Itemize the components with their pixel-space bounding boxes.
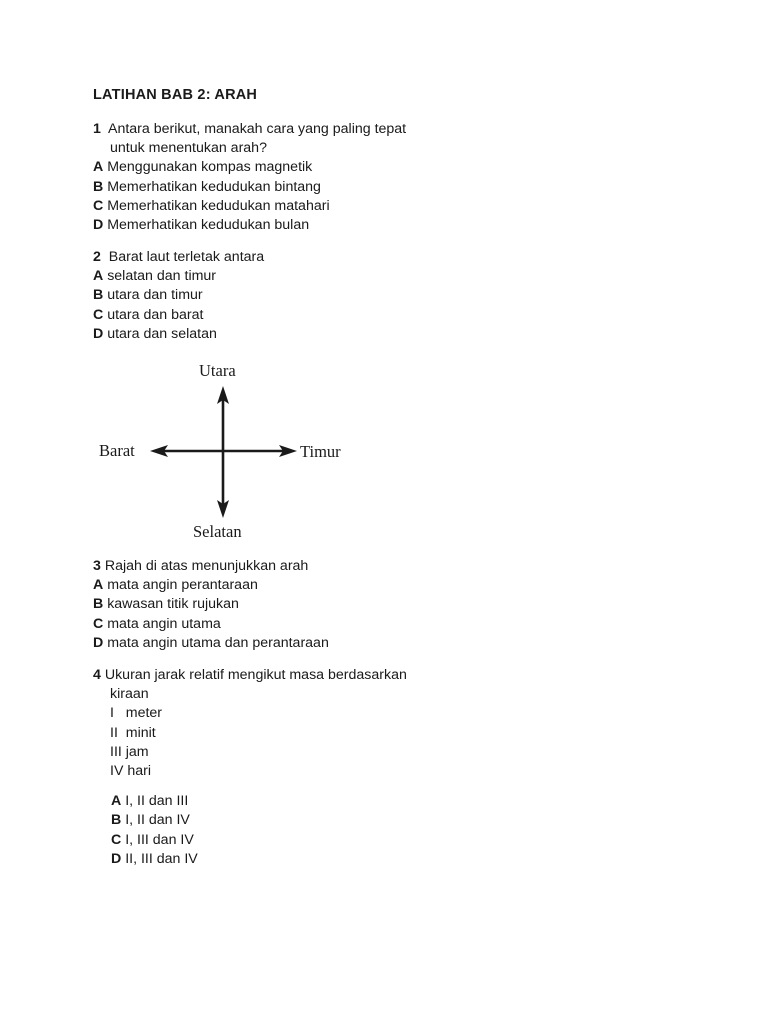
roman-item: I meter bbox=[110, 705, 163, 722]
option-c bbox=[93, 306, 264, 325]
north-label: Utara bbox=[199, 361, 236, 380]
option-d bbox=[93, 850, 407, 869]
option-letter: B bbox=[93, 596, 104, 613]
option-text: Menggunakan kompas magnetik bbox=[107, 159, 313, 176]
option-text: selatan dan timur bbox=[107, 268, 217, 285]
east-label: Timur bbox=[300, 442, 341, 461]
question-number: 3 bbox=[93, 558, 101, 574]
option-a bbox=[93, 576, 329, 595]
compass-diagram bbox=[90, 358, 370, 548]
option-letter: C bbox=[93, 615, 104, 632]
question-1 bbox=[93, 120, 406, 235]
option-letter: D bbox=[93, 325, 104, 342]
question-stem bbox=[93, 666, 407, 685]
option-text: I, II dan IV bbox=[125, 812, 190, 829]
option-d bbox=[93, 634, 329, 653]
option-d bbox=[93, 325, 264, 344]
option-letter: A bbox=[93, 577, 104, 594]
option-letter: B bbox=[93, 178, 104, 195]
option-letter: D bbox=[93, 634, 104, 651]
option-letter: C bbox=[93, 197, 104, 214]
option-text: kawasan titik rujukan bbox=[107, 596, 239, 613]
option-a bbox=[93, 158, 406, 177]
stem-line: kiraan bbox=[110, 686, 149, 703]
stem-line: Antara berikut, manakah cara yang paling tepat bbox=[108, 121, 407, 137]
stem-line: Barat laut terletak antara bbox=[108, 249, 265, 265]
question-3 bbox=[93, 557, 329, 653]
roman-item: III jam bbox=[110, 743, 149, 760]
option-a bbox=[93, 792, 407, 811]
question-number: 1 bbox=[93, 121, 101, 137]
option-text: I, II dan III bbox=[125, 793, 189, 810]
question-2 bbox=[93, 248, 264, 344]
option-letter: C bbox=[93, 306, 104, 323]
south-label: Selatan bbox=[193, 522, 242, 541]
option-b bbox=[93, 595, 329, 614]
roman-item: II minit bbox=[110, 724, 156, 741]
option-text: mata angin utama bbox=[107, 615, 221, 632]
option-c bbox=[93, 197, 406, 216]
option-b bbox=[93, 811, 407, 830]
option-a bbox=[93, 267, 264, 286]
page-title: LATIHAN BAB 2: ARAH bbox=[93, 87, 258, 103]
option-letter: A bbox=[111, 793, 122, 810]
west-label: Barat bbox=[99, 441, 135, 460]
stem-line: Ukuran jarak relatif mengikut masa berdasarkan bbox=[104, 667, 407, 683]
option-letter: B bbox=[111, 812, 122, 829]
option-d bbox=[93, 216, 406, 235]
option-c bbox=[93, 615, 329, 634]
option-text: mata angin utama dan perantaraan bbox=[107, 634, 329, 651]
stem-line: untuk menentukan arah? bbox=[110, 140, 267, 157]
question-stem bbox=[93, 557, 329, 576]
option-letter: A bbox=[93, 159, 104, 176]
option-letter: C bbox=[111, 831, 122, 848]
option-b bbox=[93, 178, 406, 197]
option-text: II, III dan IV bbox=[125, 850, 198, 867]
option-text: mata angin perantaraan bbox=[107, 577, 258, 594]
question-number: 2 bbox=[93, 249, 101, 265]
option-letter: B bbox=[93, 287, 104, 304]
option-text: utara dan barat bbox=[107, 306, 204, 323]
question-stem bbox=[93, 248, 264, 267]
option-text: I, III dan IV bbox=[125, 831, 194, 848]
question-4 bbox=[93, 666, 407, 869]
option-letter: D bbox=[111, 850, 122, 867]
option-b bbox=[93, 286, 264, 305]
option-text: utara dan timur bbox=[107, 287, 203, 304]
stem-line: Rajah di atas menunjukkan arah bbox=[104, 558, 309, 574]
option-letter: D bbox=[93, 217, 104, 234]
question-number: 4 bbox=[93, 667, 101, 683]
option-letter: A bbox=[93, 268, 104, 285]
option-text: Memerhatikan kedudukan matahari bbox=[107, 197, 330, 214]
option-text: utara dan selatan bbox=[107, 325, 217, 342]
roman-item: IV hari bbox=[110, 763, 152, 780]
option-c bbox=[93, 831, 407, 850]
option-text: Memerhatikan kedudukan bulan bbox=[107, 217, 310, 234]
question-stem bbox=[93, 120, 406, 139]
option-text: Memerhatikan kedudukan bintang bbox=[107, 178, 321, 195]
